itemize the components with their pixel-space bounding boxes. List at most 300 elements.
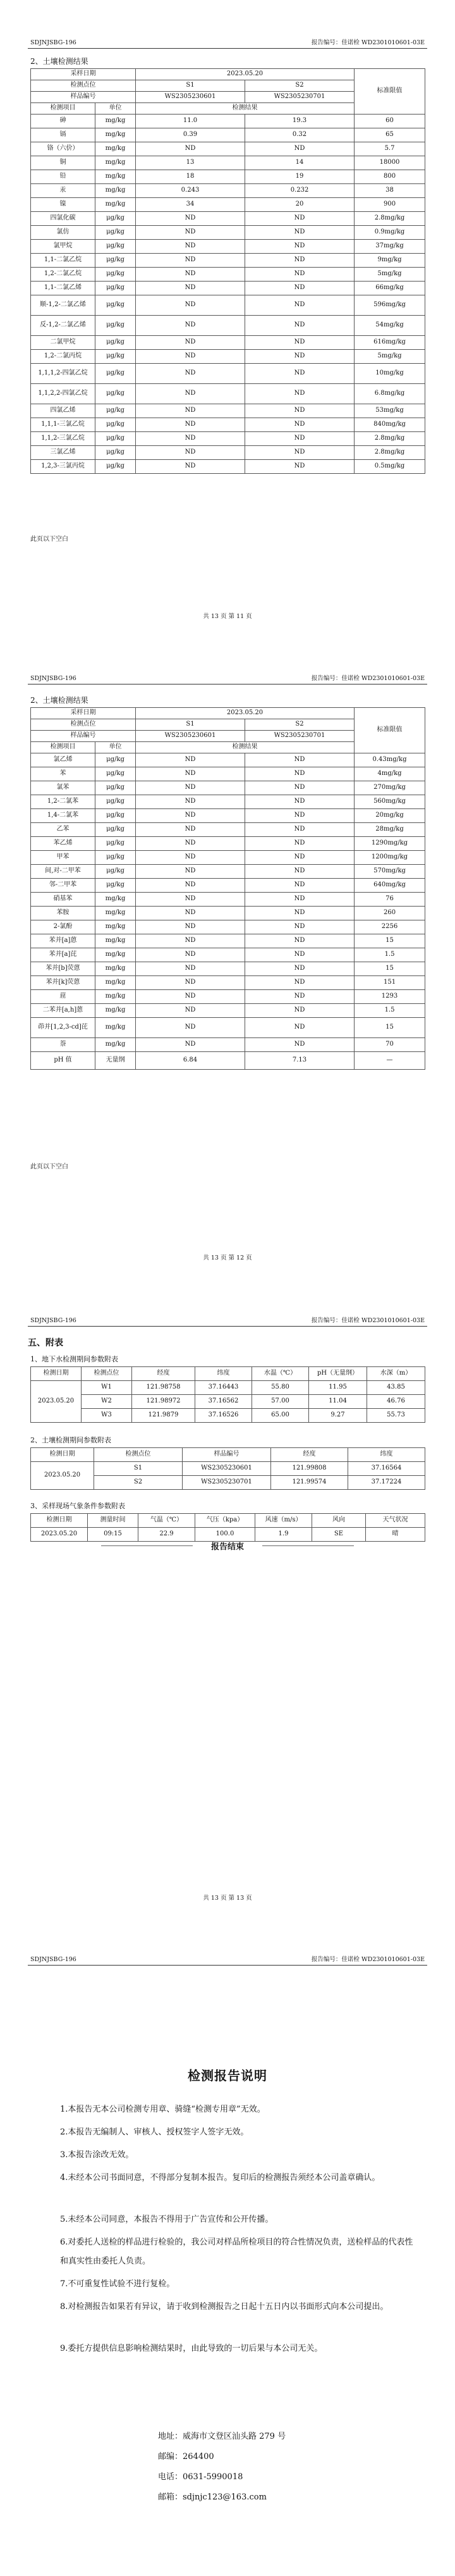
table-cell: mg/kg — [95, 934, 136, 948]
table-cell: 1,4-二氯苯 — [31, 809, 95, 823]
table-cell: 0.43mg/kg — [355, 753, 425, 767]
table-cell: ND — [245, 893, 355, 907]
table-cell: μg/kg — [95, 837, 136, 851]
table-cell: 121.9879 — [132, 1409, 195, 1423]
table-row — [31, 781, 425, 795]
header-cell: 单位 — [95, 742, 136, 753]
table-cell: 1,2-二氯乙烷 — [31, 268, 95, 282]
table-cell: 镉 — [31, 128, 95, 142]
header-cell: 纬度 — [348, 1448, 425, 1462]
table-cell: 54mg/kg — [355, 316, 425, 336]
table-cell: ND — [245, 418, 355, 432]
report-number: 报告编号：佳诺检 WD2301010601-03E — [311, 1956, 425, 1963]
table-cell: 38 — [355, 184, 425, 198]
table-cell: 46.76 — [367, 1395, 425, 1409]
table-body — [31, 753, 425, 1070]
table-cell: mg/kg — [95, 990, 136, 1004]
table-cell: μg/kg — [95, 316, 136, 336]
table-cell: 11.0 — [136, 115, 245, 128]
table-cell: 1,1,1-三氯乙烷 — [31, 418, 95, 432]
table-cell: 0.9mg/kg — [355, 226, 425, 240]
table-cell: μg/kg — [95, 384, 136, 404]
table-cell: 37.17224 — [348, 1476, 425, 1490]
table-cell: 55.73 — [367, 1409, 425, 1423]
note-item: 5.未经本公司同意，本报告不得用于广告宣传和公开传播。 — [60, 2215, 274, 2224]
header-cell: 标准限值 — [355, 708, 425, 753]
blank-note: 此页以下空白 — [30, 1163, 68, 1170]
table-head — [31, 69, 425, 115]
table-cell: 20 — [245, 198, 355, 212]
table-cell: 顺-1,2-二氯乙烯 — [31, 295, 95, 316]
table-row — [31, 384, 425, 404]
table-cell: 乙苯 — [31, 823, 95, 837]
table-cell: 二氯甲烷 — [31, 336, 95, 350]
table-cell: 四氯乙烯 — [31, 404, 95, 418]
company-phone: 电话：0631-5990018 — [158, 2472, 243, 2482]
header-cell: 单位 — [95, 103, 136, 115]
table-cell: ND — [136, 212, 245, 226]
table-cell: ND — [136, 809, 245, 823]
table-head — [31, 708, 425, 753]
table-cell: ND — [136, 920, 245, 934]
header-cell: 检测点位 — [31, 719, 136, 731]
table-row — [31, 316, 425, 336]
table-cell: 6.84 — [136, 1052, 245, 1070]
report-number: 报告编号：佳诺检 WD2301010601-03E — [311, 39, 425, 46]
table-cell: ND — [136, 350, 245, 364]
table-cell: ND — [245, 934, 355, 948]
table-cell: μg/kg — [95, 432, 136, 446]
table-row — [31, 1395, 425, 1409]
table-cell: 20mg/kg — [355, 809, 425, 823]
table-cell: ND — [136, 837, 245, 851]
table-cell: mg/kg — [95, 198, 136, 212]
table-cell: 2023.05.20 — [31, 1381, 82, 1423]
table-cell: ND — [136, 907, 245, 920]
table-cell: ND — [245, 781, 355, 795]
table-cell: 14 — [245, 156, 355, 170]
header-cell: 检测结果 — [136, 742, 355, 753]
table-cell: ND — [245, 795, 355, 809]
table-cell: 苯并[k]荧蒽 — [31, 976, 95, 990]
table-cell: 5mg/kg — [355, 268, 425, 282]
header-cell: S1 — [136, 80, 245, 92]
soil-param-subtitle: 2、土壤检测期间参数附表 — [30, 1436, 111, 1444]
table-row — [31, 1381, 425, 1395]
weather-param-table — [30, 1513, 425, 1542]
table-cell: ND — [136, 364, 245, 384]
table-row — [31, 446, 425, 460]
header-cell: WS2305230601 — [136, 731, 245, 742]
table-cell: ND — [245, 350, 355, 364]
table-cell: 60 — [355, 115, 425, 128]
table-row — [31, 1052, 425, 1070]
page-footer: 共 13 页 第 11 页 — [203, 613, 252, 620]
table-cell: 1293 — [355, 990, 425, 1004]
header-cell: 2023.05.20 — [136, 708, 355, 719]
table-cell: μg/kg — [95, 364, 136, 384]
header-cell: 水温（℃） — [252, 1367, 309, 1381]
table-cell: 2023.05.20 — [31, 1528, 88, 1542]
note-item: 2.本报告无编制人、审核人、授权签字人签字无效。 — [60, 2127, 249, 2137]
table-cell: ND — [245, 948, 355, 962]
table-cell: 18 — [136, 170, 245, 184]
table-cell: ND — [136, 962, 245, 976]
table-cell: W1 — [82, 1381, 132, 1395]
table-cell: μg/kg — [95, 268, 136, 282]
table-cell: μg/kg — [95, 460, 136, 474]
header-cell: 气压（kpa） — [195, 1514, 255, 1528]
header-cell: 经度 — [271, 1448, 348, 1462]
table-row — [31, 156, 425, 170]
note-item: 1.本报告无本公司检测专用章、骑缝“检测专用章”无效。 — [60, 2105, 265, 2114]
header-cell: WS2305230701 — [245, 92, 355, 103]
table-cell: 09:15 — [88, 1528, 138, 1542]
table-cell: μg/kg — [95, 851, 136, 865]
table-cell: mg/kg — [95, 156, 136, 170]
table-cell: 57.00 — [252, 1395, 309, 1409]
table-cell: 氯乙烯 — [31, 753, 95, 767]
table-cell: μg/kg — [95, 226, 136, 240]
table-cell: ND — [245, 753, 355, 767]
doc-code: SDJNJSBG-196 — [30, 1956, 76, 1963]
table-head — [31, 1367, 425, 1381]
table-row — [31, 226, 425, 240]
section-title: 2、土壤检测结果 — [30, 696, 88, 705]
table-cell: ND — [245, 460, 355, 474]
table-cell: 11.04 — [309, 1395, 367, 1409]
table-row — [31, 295, 425, 316]
company-postcode: 邮编：264400 — [158, 2452, 214, 2461]
header-cell: WS2305230601 — [136, 92, 245, 103]
table-cell: 2256 — [355, 920, 425, 934]
table-cell: ND — [245, 254, 355, 268]
table-cell: 苯并[a]蒽 — [31, 934, 95, 948]
table-cell: 0.32 — [245, 128, 355, 142]
table-cell: mg/kg — [95, 907, 136, 920]
header-cell: 经度 — [132, 1367, 195, 1381]
table-cell: WS2305230701 — [183, 1476, 271, 1490]
table-cell: ND — [245, 767, 355, 781]
header-cell: 风速（m/s） — [255, 1514, 312, 1528]
appendix-title: 五、附表 — [28, 1338, 63, 1348]
table-cell: 1,1,2-三氯乙烷 — [31, 432, 95, 446]
table-cell: μg/kg — [95, 336, 136, 350]
table-cell: 氯仿 — [31, 226, 95, 240]
table-cell: 15 — [355, 962, 425, 976]
table-cell: 1.5 — [355, 948, 425, 962]
table-cell: 苯乙烯 — [31, 837, 95, 851]
header-cell: 检测项目 — [31, 742, 95, 753]
table-cell: 100.0 — [195, 1528, 255, 1542]
table-cell: μg/kg — [95, 404, 136, 418]
table-cell: ND — [245, 212, 355, 226]
header-cell: 检测日期 — [31, 1448, 94, 1462]
table-cell: W3 — [82, 1409, 132, 1423]
table-cell: SE — [312, 1528, 366, 1542]
header-cell: 风向 — [312, 1514, 366, 1528]
soil-results-table — [30, 707, 425, 1070]
table-cell: mg/kg — [95, 184, 136, 198]
page-header — [28, 37, 427, 49]
table-row — [31, 364, 425, 384]
table-cell: mg/kg — [95, 976, 136, 990]
header-row — [31, 69, 425, 80]
table-cell: 260 — [355, 907, 425, 920]
table-row — [31, 432, 425, 446]
table-head — [31, 1448, 425, 1462]
report-page-13 — [0, 1278, 455, 1917]
table-cell: 53mg/kg — [355, 404, 425, 418]
table-cell: mg/kg — [95, 115, 136, 128]
table-cell: 43.85 — [367, 1381, 425, 1395]
table-cell: pH 值 — [31, 1052, 95, 1070]
table-cell: 55.80 — [252, 1381, 309, 1395]
table-cell: ND — [245, 268, 355, 282]
page-header — [28, 672, 427, 684]
table-cell: ND — [136, 446, 245, 460]
header-cell: 采样日期 — [31, 69, 136, 80]
table-cell: 22.9 — [138, 1528, 195, 1542]
table-cell: ND — [136, 460, 245, 474]
report-number: 报告编号：佳诺检 WD2301010601-03E — [311, 675, 425, 682]
table-row — [31, 170, 425, 184]
table-cell: μg/kg — [95, 809, 136, 823]
header-cell: 样品编号 — [31, 92, 136, 103]
table-cell: 18000 — [355, 156, 425, 170]
table-cell: 1,1,1,2-四氯乙烷 — [31, 364, 95, 384]
table-cell: 四氯化碳 — [31, 212, 95, 226]
table-cell: 2.8mg/kg — [355, 432, 425, 446]
header-cell: 2023.05.20 — [136, 69, 355, 80]
banner-rule-right — [262, 1545, 354, 1546]
table-row — [31, 142, 425, 156]
table-cell: 二苯并[a,h]蒽 — [31, 1004, 95, 1018]
table-cell: 9.27 — [309, 1409, 367, 1423]
soil-param-table — [30, 1447, 425, 1490]
table-cell: 1,1-二氯乙烯 — [31, 282, 95, 295]
table-cell: 苯胺 — [31, 907, 95, 920]
header-cell: 检测结果 — [136, 103, 355, 115]
table-cell: 间,对-二甲苯 — [31, 865, 95, 879]
table-cell: 砷 — [31, 115, 95, 128]
table-row — [31, 879, 425, 893]
table-row — [31, 920, 425, 934]
table-cell: 37.16443 — [195, 1381, 252, 1395]
table-cell: ND — [245, 336, 355, 350]
table-cell: ND — [136, 1018, 245, 1038]
table-row — [31, 753, 425, 767]
table-cell: 苯 — [31, 767, 95, 781]
table-cell: 1,2-二氯苯 — [31, 795, 95, 809]
header-cell: 天气状况 — [366, 1514, 425, 1528]
table-cell: 65 — [355, 128, 425, 142]
header-row — [31, 1514, 425, 1528]
table-cell: 铜 — [31, 156, 95, 170]
table-cell: ND — [245, 851, 355, 865]
table-row — [31, 404, 425, 418]
table-cell: 0.39 — [136, 128, 245, 142]
table-row — [31, 184, 425, 198]
table-cell: 晴 — [366, 1528, 425, 1542]
header-cell: 检测点位 — [82, 1367, 132, 1381]
table-cell: ND — [245, 142, 355, 156]
table-cell: ND — [136, 976, 245, 990]
table-cell: 4mg/kg — [355, 767, 425, 781]
note-item: 8.对检测报告如果若有异议，请于收到检测报告之日起十五日内以书面形式向本公司提出。 — [60, 2302, 389, 2312]
table-cell: 汞 — [31, 184, 95, 198]
table-cell: ND — [245, 1038, 355, 1052]
header-cell: 水深（m） — [367, 1367, 425, 1381]
table-cell: 1.5 — [355, 1004, 425, 1018]
groundwater-subtitle: 1、地下水检测期间参数附表 — [30, 1355, 118, 1363]
table-cell: μg/kg — [95, 240, 136, 254]
table-cell: ND — [136, 865, 245, 879]
table-cell: μg/kg — [95, 879, 136, 893]
table-row — [31, 240, 425, 254]
table-row — [31, 115, 425, 128]
table-cell: mg/kg — [95, 128, 136, 142]
table-cell: 640mg/kg — [355, 879, 425, 893]
table-cell: ND — [245, 879, 355, 893]
table-cell: 氯甲烷 — [31, 240, 95, 254]
table-row — [31, 990, 425, 1004]
table-cell: 840mg/kg — [355, 418, 425, 432]
table-row — [31, 976, 425, 990]
table-cell: mg/kg — [95, 962, 136, 976]
table-row — [31, 851, 425, 865]
table-cell: ND — [245, 1018, 355, 1038]
table-cell: 6.8mg/kg — [355, 384, 425, 404]
table-row — [31, 767, 425, 781]
header-cell: S2 — [245, 719, 355, 731]
company-email: 邮箱：sdjnjc123@163.com — [158, 2492, 267, 2502]
table-cell: μg/kg — [95, 795, 136, 809]
table-cell: ND — [136, 316, 245, 336]
table-cell: 570mg/kg — [355, 865, 425, 879]
table-cell: 7.13 — [245, 1052, 355, 1070]
table-cell: ND — [245, 316, 355, 336]
table-cell: 11.95 — [309, 1381, 367, 1395]
table-cell: μg/kg — [95, 254, 136, 268]
table-cell: ND — [245, 823, 355, 837]
table-row — [31, 282, 425, 295]
table-cell: ND — [136, 268, 245, 282]
header-cell: 标准限值 — [355, 69, 425, 115]
table-cell: 1.9 — [255, 1528, 312, 1542]
table-cell: 2-氯酚 — [31, 920, 95, 934]
table-cell: 70 — [355, 1038, 425, 1052]
table-row — [31, 254, 425, 268]
note-item: 3.本报告涂改无效。 — [60, 2150, 134, 2160]
table-cell: ND — [136, 879, 245, 893]
table-cell: 甲苯 — [31, 851, 95, 865]
header-cell: 样品编号 — [31, 731, 136, 742]
table-row — [31, 212, 425, 226]
table-cell: 19 — [245, 170, 355, 184]
table-cell: ND — [245, 384, 355, 404]
table-cell: mg/kg — [95, 170, 136, 184]
table-cell: 37.16526 — [195, 1409, 252, 1423]
groundwater-param-table — [30, 1366, 425, 1423]
report-number: 报告编号：佳诺检 WD2301010601-03E — [311, 1317, 425, 1324]
table-cell: 铬（六价） — [31, 142, 95, 156]
table-body — [31, 1462, 425, 1490]
table-row — [31, 934, 425, 948]
table-cell: ND — [136, 753, 245, 767]
table-cell: mg/kg — [95, 1038, 136, 1052]
table-cell: ND — [136, 893, 245, 907]
table-cell: 䓛 — [31, 990, 95, 1004]
table-cell: ND — [136, 282, 245, 295]
table-row — [31, 1004, 425, 1018]
table-cell: 151 — [355, 976, 425, 990]
table-row — [31, 948, 425, 962]
table-row — [31, 336, 425, 350]
note-item: 9.委托方提供信息影响检测结果时，由此导致的一切后果与本公司无关。 — [60, 2344, 323, 2353]
table-cell: 1,2,3-三氯丙烷 — [31, 460, 95, 474]
note-item: 7.不可重复性试验不进行复检。 — [60, 2279, 175, 2289]
table-cell: 10mg/kg — [355, 364, 425, 384]
company-address: 地址：威海市文登区汕头路 279 号 — [158, 2432, 286, 2441]
table-cell: ND — [136, 1038, 245, 1052]
header-cell: 采样日期 — [31, 708, 136, 719]
table-cell: 121.99808 — [271, 1462, 348, 1476]
table-cell: μg/kg — [95, 446, 136, 460]
header-cell: 气温（℃） — [138, 1514, 195, 1528]
table-cell: S2 — [94, 1476, 183, 1490]
table-cell: ND — [245, 976, 355, 990]
table-cell: 萘 — [31, 1038, 95, 1052]
table-cell: 2.8mg/kg — [355, 212, 425, 226]
table-cell: 270mg/kg — [355, 781, 425, 795]
table-cell: 13 — [136, 156, 245, 170]
table-cell: 596mg/kg — [355, 295, 425, 316]
table-row — [31, 1038, 425, 1052]
table-cell: ND — [245, 837, 355, 851]
table-cell: ND — [245, 226, 355, 240]
table-row — [31, 350, 425, 364]
header-cell: 纬度 — [195, 1367, 252, 1381]
table-cell: ND — [136, 1004, 245, 1018]
table-cell: ND — [245, 907, 355, 920]
notes-title: 检测报告说明 — [188, 2068, 267, 2083]
page-footer: 共 13 页 第 13 页 — [203, 1895, 252, 1902]
page-header — [28, 1954, 427, 1966]
table-body — [31, 1381, 425, 1423]
header-row — [31, 708, 425, 719]
table-cell: 76 — [355, 893, 425, 907]
table-cell: μg/kg — [95, 212, 136, 226]
table-cell: ND — [136, 254, 245, 268]
table-cell: ND — [136, 795, 245, 809]
table-cell: ND — [245, 920, 355, 934]
table-cell: 0.243 — [136, 184, 245, 198]
report-end-banner: 报告结束 — [210, 1542, 244, 1552]
table-cell: 5.7 — [355, 142, 425, 156]
table-row — [31, 268, 425, 282]
table-cell: 三氯乙烯 — [31, 446, 95, 460]
header-cell: 测量时间 — [88, 1514, 138, 1528]
table-cell: ND — [245, 295, 355, 316]
table-cell: mg/kg — [95, 920, 136, 934]
table-cell: 1,1,2,2-四氯乙烷 — [31, 384, 95, 404]
table-cell: ND — [245, 990, 355, 1004]
report-notes-page — [0, 1917, 455, 2576]
table-cell: ND — [136, 948, 245, 962]
header-cell: S1 — [136, 719, 245, 731]
soil-results-table — [30, 68, 425, 474]
